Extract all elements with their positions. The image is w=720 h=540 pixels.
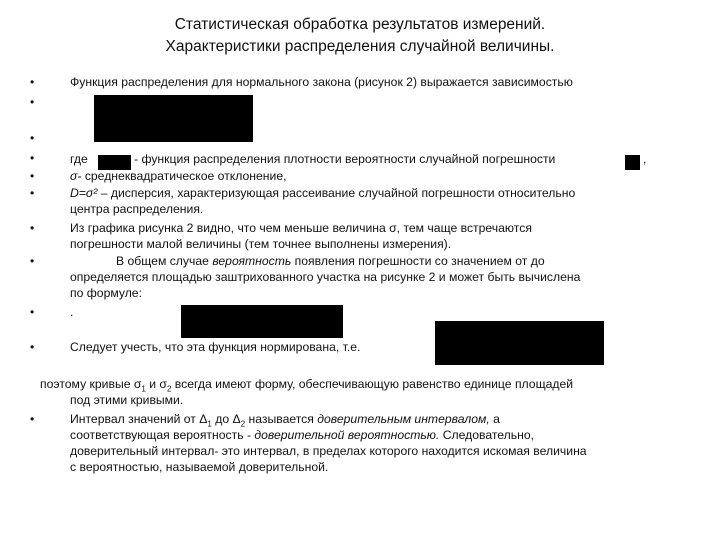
paragraph-interval-line-2	[70, 428, 534, 443]
interval-text-d: а	[489, 412, 500, 426]
bullet-marker: •	[30, 254, 35, 268]
paragraph-sigma	[70, 169, 286, 184]
paragraph-interval-line-3: доверительный интервал- это интервал, в пределах которого находится искомая величина	[70, 444, 587, 458]
sigma-text: среднеквадратическое отклонение,	[84, 169, 287, 183]
paragraph-normalization: Следует учесть, что эта функция нормирована, т.е.	[70, 340, 361, 354]
paragraph-graph-line-1: Из графика рисунка 2 видно, что чем меньше величина σ, тем чаще встречаются	[70, 221, 532, 235]
sigma-symbol: σ-	[70, 169, 82, 183]
interval-text-b: до Δ	[211, 412, 241, 426]
curves-sub-1: 1	[141, 384, 146, 394]
interval-sub-2: 2	[240, 419, 246, 429]
bullet-marker: •	[30, 412, 35, 426]
curves-text-b: и σ	[145, 377, 167, 391]
formula-image-density-symbol	[98, 155, 131, 170]
bullet-marker: •	[30, 186, 35, 200]
interval-line2-a: соответствующая вероятность -	[70, 428, 255, 442]
paragraph-probability-line-1	[116, 254, 545, 269]
bullet-marker: •	[30, 75, 35, 89]
formula-image-probability	[181, 305, 343, 338]
slide-title-line-1: Статистическая обработка результатов измерений.	[174, 16, 546, 33]
interval-text-a: Интервал значений от Δ	[70, 412, 208, 426]
bullet-marker: •	[30, 169, 35, 183]
interval-sub-1: 1	[207, 419, 212, 429]
paragraph-dispersion-line-2: центра распределения.	[70, 202, 204, 216]
slide-title-line-2: Характеристики распределения случайной величины.	[165, 38, 555, 55]
paragraph-interval-line-4: с вероятностью, называемой доверительной.	[70, 460, 329, 474]
bullet-marker: •	[30, 151, 35, 165]
dispersion-formula: D=σ²	[70, 186, 98, 200]
probability-term: вероятность	[212, 254, 292, 268]
curves-sub-2: 2	[166, 384, 172, 394]
bullet-marker: •	[30, 305, 35, 319]
paragraph-probability-line-2: определяется площадью заштрихованного участка на рисунке 2 и может быть вычислена	[70, 270, 581, 284]
paragraph-dispersion-line-1	[70, 186, 575, 201]
paragraph-graph-line-2: погрешности малой величины (тем точнее выполнены измерения).	[70, 237, 452, 251]
paragraph-where-text: - функция распределения плотности вероятности случайной погрешности	[134, 152, 556, 166]
bullet-marker: •	[30, 95, 35, 109]
interval-line2-b: Следовательно,	[439, 428, 535, 442]
probability-text-a: В общем случае	[116, 254, 209, 268]
bullet-marker: •	[30, 221, 35, 235]
paragraph-where-tail: ,	[643, 152, 647, 166]
formula-image-normalization	[435, 321, 604, 365]
formula-image-distribution	[94, 95, 253, 142]
paragraph-where-lead: где	[70, 152, 88, 166]
formula-image-error-symbol	[625, 155, 640, 170]
paragraph-dot: .	[70, 305, 74, 319]
bullet-marker: •	[30, 131, 35, 145]
interval-text-c: называется	[245, 412, 318, 426]
dispersion-text: – дисперсия, характеризующая рассеивание случайной погрешности относительно	[97, 186, 576, 200]
interval-line2-term: доверительной вероятностью.	[254, 428, 440, 442]
curves-text-a: поэтому кривые σ	[40, 377, 142, 391]
bullet-marker: •	[30, 340, 35, 354]
interval-term: доверительным интервалом,	[317, 412, 490, 426]
paragraph-distribution-function: Функция распределения для нормального закона (рисунок 2) выражается зависимостью	[70, 75, 573, 89]
curves-text-c: всегда имеют форму, обеспечивающую равенство единице площадей	[171, 377, 574, 391]
paragraph-probability-line-3: по формуле:	[70, 286, 142, 300]
probability-text-c: появления погрешности со значением от до	[294, 254, 545, 268]
paragraph-curves-line-2: под этими кривыми.	[70, 393, 184, 407]
